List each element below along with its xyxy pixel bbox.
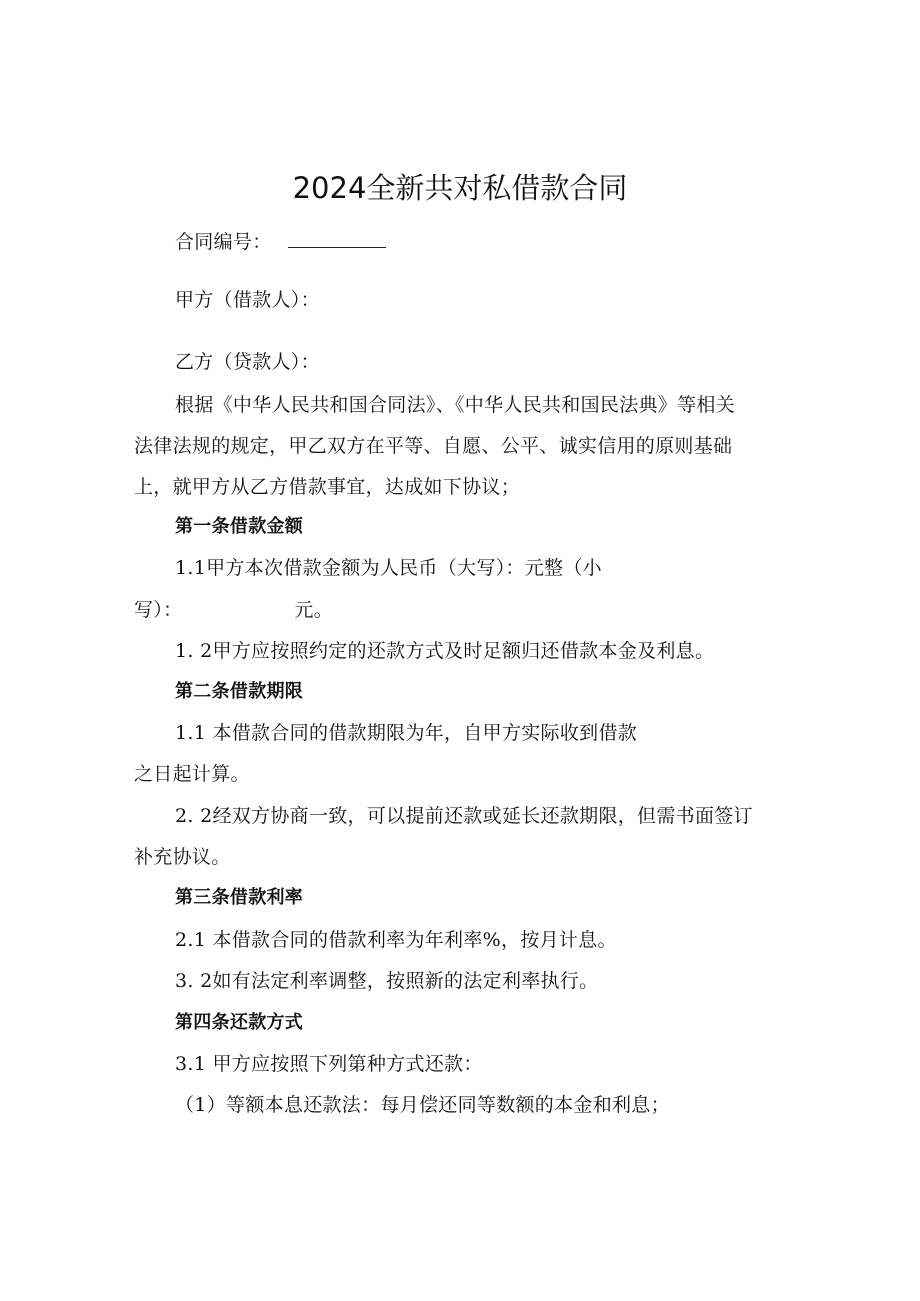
article-2-clause-1-line-1: 1.1 本借款合同的借款期限为年，自甲方实际收到借款 [175, 722, 638, 744]
contract-number-row [175, 230, 386, 254]
preamble-line-3: 上，就甲方从乙方借款事宜，达成如下协议； [134, 476, 521, 498]
preamble-line-1: 根据《中华人民共和国合同法》、《中华人民共和国民法典》等相关 [175, 394, 736, 416]
article-1-yuan: 元。 [294, 599, 334, 621]
article-1-clause-2: 1. 2甲方应按照约定的还款方式及时足额归还借款本金及利息。 [175, 640, 715, 662]
document-title: 2024全新共对私借款合同 [292, 171, 628, 205]
article-3-clause-1: 2.1 本借款合同的借款利率为年利率%，按月计息。 [175, 929, 617, 951]
article-2-clause-2-line-2: 补充协议。 [134, 846, 231, 868]
article-4-heading: 第四条还款方式 [175, 1012, 304, 1033]
article-1-heading: 第一条借款金额 [175, 516, 304, 537]
party-b-line: 乙方（贷款人）： [175, 351, 320, 373]
article-2-clause-2-line-1: 2. 2经双方协商一致，可以提前还款或延长还款期限，但需书面签订 [175, 805, 753, 827]
article-4-item-1: （1）等额本息还款法：每月偿还同等数额的本金和利息； [175, 1094, 670, 1116]
preamble-line-2: 法律法规的规定，甲乙双方在平等、自愿、公平、诚实信用的原则基础 [134, 435, 733, 457]
article-1-clause-1-line-1: 1.1甲方本次借款金额为人民币（大写）：元整（小 [175, 557, 602, 579]
article-2-clause-1-line-2: 之日起计算。 [134, 763, 250, 785]
contract-number-label: 合同编号： [175, 231, 272, 253]
article-1-lowercase-label: 写）： [134, 599, 183, 621]
article-4-clause-1: 3.1 甲方应按照下列第种方式还款： [175, 1053, 483, 1075]
contract-number-blank [288, 233, 386, 248]
article-1-clause-1-line-2 [134, 598, 333, 622]
article-3-clause-2: 3. 2如有法定利率调整，按照新的法定利率执行。 [175, 970, 599, 992]
article-3-heading: 第三条借款利率 [175, 887, 304, 908]
party-a-line: 甲方（借款人）： [175, 289, 320, 311]
article-2-heading: 第二条借款期限 [175, 681, 304, 702]
